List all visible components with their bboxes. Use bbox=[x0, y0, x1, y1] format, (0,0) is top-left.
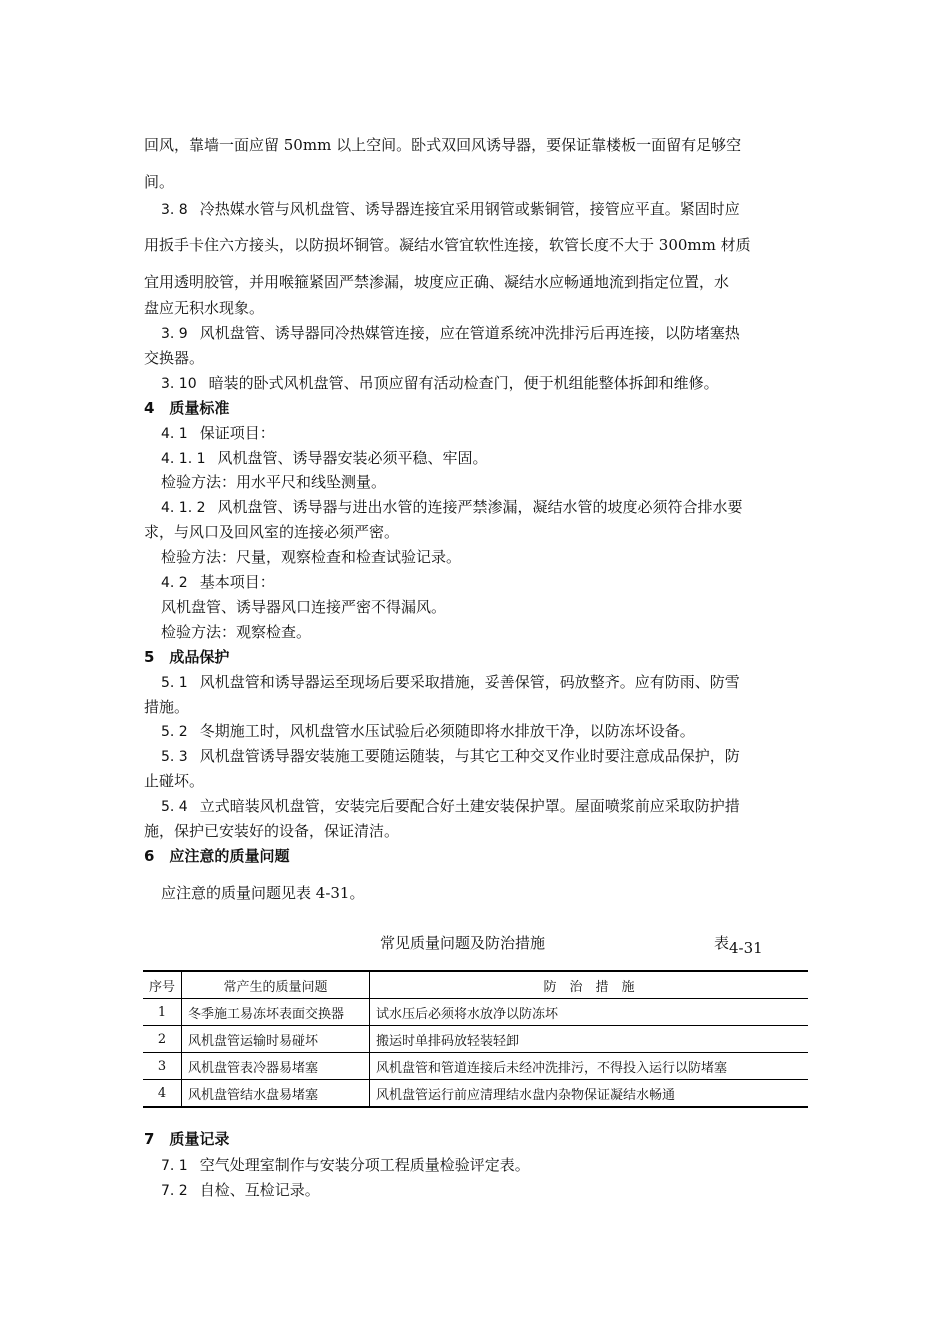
section-3-8 bbox=[161, 199, 740, 220]
table-cell: 搬运时单排码放轻装轻卸 bbox=[370, 1026, 808, 1053]
check-method-1: 检验方法：用水平尺和线坠测量。 bbox=[161, 473, 387, 491]
paragraph-line: 交换器。 bbox=[144, 349, 205, 367]
heading-5: 5 成品保护 bbox=[144, 648, 230, 666]
heading-7: 7 质量记录 bbox=[144, 1130, 230, 1148]
section-text: 冬期施工时，风机盘管水压试验后必须随即将水排放干净，以防冻坏设备。 bbox=[199, 722, 695, 740]
paragraph-line: 止碰坏。 bbox=[144, 772, 205, 790]
table-row bbox=[143, 1053, 808, 1080]
section-number: 4. 1. 2 bbox=[161, 500, 206, 516]
table-cell: 3 bbox=[143, 1053, 182, 1080]
table-cell: 风机盘管结水盘易堵塞 bbox=[182, 1080, 370, 1108]
table-cell: 1 bbox=[143, 999, 182, 1026]
paragraph-line: 盘应无积水现象。 bbox=[144, 299, 265, 317]
table-cell: 4 bbox=[143, 1080, 182, 1108]
table-caption: 常见质量问题及防治措施 bbox=[380, 934, 546, 952]
paragraph-line: 风机盘管、诱导器风口连接严密不得漏风。 bbox=[161, 598, 447, 616]
section-text: 自检、互检记录。 bbox=[199, 1181, 320, 1199]
table-cell: 风机盘管运输时易碰坏 bbox=[182, 1026, 370, 1053]
table-label-number: 4-31 bbox=[729, 939, 763, 957]
table-cell: 风机盘管运行前应清理结水盘内杂物保证凝结水畅通 bbox=[370, 1080, 808, 1108]
table-row bbox=[143, 999, 808, 1026]
section-text: 暗装的卧式风机盘管、吊顶应留有活动检查门，便于机组能整体拆卸和维修。 bbox=[208, 374, 719, 392]
section-5-3 bbox=[161, 746, 740, 767]
section-text: 空气处理室制作与安装分项工程质量检验评定表。 bbox=[199, 1156, 530, 1174]
section-number: 4. 2 bbox=[161, 575, 188, 591]
quality-problems-table bbox=[143, 970, 808, 1108]
section-text: 冷热媒水管与风机盘管、诱导器连接宜采用钢管或紫铜管，接管应平直。紧固时应 bbox=[199, 200, 740, 218]
section-text: 立式暗装风机盘管，安装完后要配合好土建安装保护罩。屋面喷浆前应采取防护措 bbox=[199, 797, 740, 815]
table-cell: 试水压后必须将水放净以防冻坏 bbox=[370, 999, 808, 1026]
section-number: 5. 1 bbox=[161, 675, 188, 691]
section-number: 7. 1 bbox=[161, 1158, 188, 1174]
table-row bbox=[143, 1080, 808, 1108]
section-number: 3. 8 bbox=[161, 202, 188, 218]
section-number: 7. 2 bbox=[161, 1183, 188, 1199]
section-5-4 bbox=[161, 796, 740, 817]
section-4-1 bbox=[161, 423, 275, 444]
section-text: 风机盘管、诱导器同冷热媒管连接，应在管道系统冲洗排污后再连接，以防堵塞热 bbox=[199, 324, 740, 342]
section-5-2 bbox=[161, 721, 695, 742]
column-header: 防 治 措 施 bbox=[370, 971, 808, 999]
heading-6: 6 应注意的质量问题 bbox=[144, 847, 290, 865]
section-number: 3. 10 bbox=[161, 376, 197, 392]
column-header: 常产生的质量问题 bbox=[182, 971, 370, 999]
check-method-2: 检验方法：尺量，观察检查和检查试验记录。 bbox=[161, 548, 462, 566]
table-label bbox=[714, 932, 763, 957]
section-text: 风机盘管、诱导器安装必须平稳、牢固。 bbox=[217, 449, 488, 467]
table-cell: 冬季施工易冻坏表面交换器 bbox=[182, 999, 370, 1026]
paragraph-line: 用扳手卡住六方接头，以防损坏铜管。凝结水管宜软性连接，软管长度不大于 300mm 材质 bbox=[144, 236, 751, 254]
paragraph-line: 施，保护已安装好的设备，保证清洁。 bbox=[144, 822, 400, 840]
paragraph-line: 回风，靠墙一面应留 50mm 以上空间。卧式双回风诱导器，要保证靠楼板一面留有足够空 bbox=[144, 136, 742, 154]
section-number: 5. 2 bbox=[161, 724, 188, 740]
section-4-1-1 bbox=[161, 448, 488, 469]
section-7-2 bbox=[161, 1180, 320, 1201]
section-text: 风机盘管诱导器安装施工要随运随装，与其它工种交叉作业时要注意成品保护，防 bbox=[199, 747, 740, 765]
table-cell: 2 bbox=[143, 1026, 182, 1053]
section-text: 保证项目： bbox=[199, 424, 275, 442]
paragraph-line: 求，与风口及回风室的连接必须严密。 bbox=[144, 523, 400, 541]
paragraph-line: 措施。 bbox=[144, 698, 190, 716]
section-text: 基本项目： bbox=[199, 573, 275, 591]
section-number: 5. 4 bbox=[161, 799, 188, 815]
paragraph-line: 应注意的质量问题见表 4-31。 bbox=[161, 884, 365, 902]
column-header: 序号 bbox=[143, 971, 182, 999]
table-row bbox=[143, 1026, 808, 1053]
section-7-1 bbox=[161, 1155, 530, 1176]
table-cell: 风机盘管和管道连接后未经冲洗排污，不得投入运行以防堵塞 bbox=[370, 1053, 808, 1080]
table-header-row bbox=[143, 971, 808, 999]
section-3-10 bbox=[161, 373, 719, 394]
section-text: 风机盘管、诱导器与进出水管的连接严禁渗漏，凝结水管的坡度必须符合排水要 bbox=[217, 498, 743, 516]
paragraph-line: 间。 bbox=[144, 173, 175, 191]
section-number: 3. 9 bbox=[161, 326, 188, 342]
section-number: 5. 3 bbox=[161, 749, 188, 765]
section-number: 4. 1 bbox=[161, 426, 188, 442]
table-cell: 风机盘管表冷器易堵塞 bbox=[182, 1053, 370, 1080]
section-3-9 bbox=[161, 323, 740, 344]
section-4-2 bbox=[161, 572, 275, 593]
section-text: 风机盘管和诱导器运至现场后要采取措施，妥善保管，码放整齐。应有防雨、防雪 bbox=[199, 673, 740, 691]
heading-4: 4 质量标准 bbox=[144, 399, 230, 417]
section-number: 4. 1. 1 bbox=[161, 451, 206, 467]
section-5-1 bbox=[161, 672, 740, 693]
paragraph-line: 宜用透明胶管，并用喉箍紧固严禁渗漏，坡度应正确、凝结水应畅通地流到指定位置，水 bbox=[144, 273, 730, 291]
check-method-3: 检验方法：观察检查。 bbox=[161, 623, 312, 641]
table-label-prefix: 表 bbox=[714, 934, 730, 952]
section-4-1-2 bbox=[161, 497, 743, 518]
